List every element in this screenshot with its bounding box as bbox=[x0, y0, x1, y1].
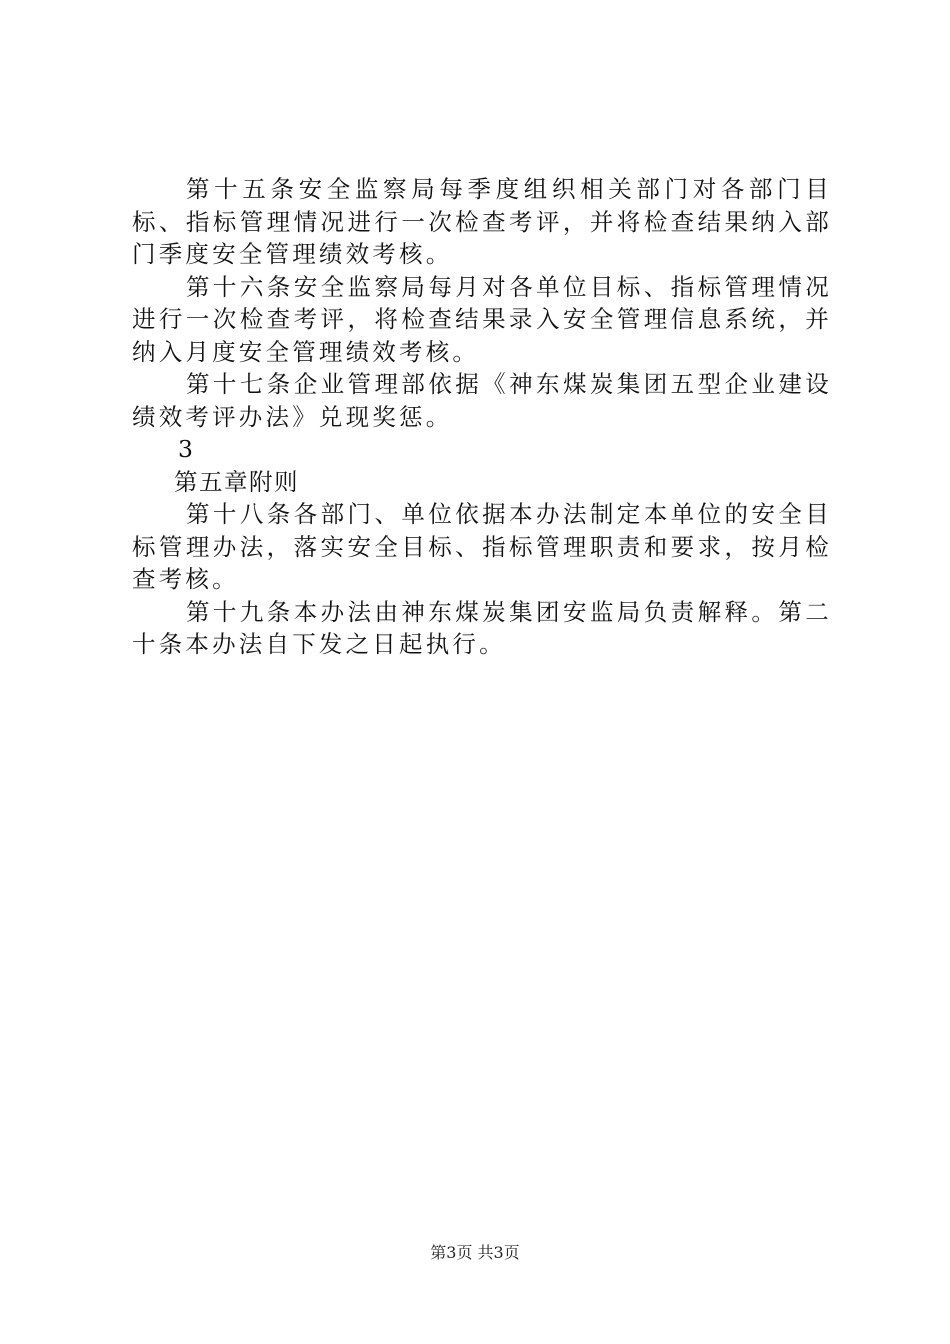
stray-page-number: 3 bbox=[178, 435, 197, 463]
page-footer: 第3页 共3页 bbox=[430, 1243, 520, 1262]
article-16-paragraph: 第十六条安全监察局每月对各单位目标、指标管理情况进行一次检查考评，将检查结果录入安全管理信息系统，并纳入月度安全管理绩效考核。 bbox=[132, 272, 832, 366]
chapter-heading: 第五章附则 bbox=[174, 467, 299, 496]
article-17-paragraph: 第十七条企业管理部依据《神东煤炭集团五型企业建设绩效考评办法》兑现奖惩。 bbox=[132, 370, 832, 431]
article-15-paragraph: 第十五条安全监察局每季度组织相关部门对各部门目标、指标管理情况进行一次检查考评，并将检查结果纳入部门季度安全管理绩效考核。 bbox=[132, 175, 832, 268]
article-19-paragraph: 第十九条本办法由神东煤炭集团安监局负责解释。第二十条本办法自下发之日起执行。 bbox=[132, 597, 832, 658]
article-18-paragraph: 第十八条各部门、单位依据本办法制定本单位的安全目标管理办法，落实安全目标、指标管理职责和要求，按月检查考核。 bbox=[132, 500, 832, 593]
document-body bbox=[132, 173, 832, 661]
